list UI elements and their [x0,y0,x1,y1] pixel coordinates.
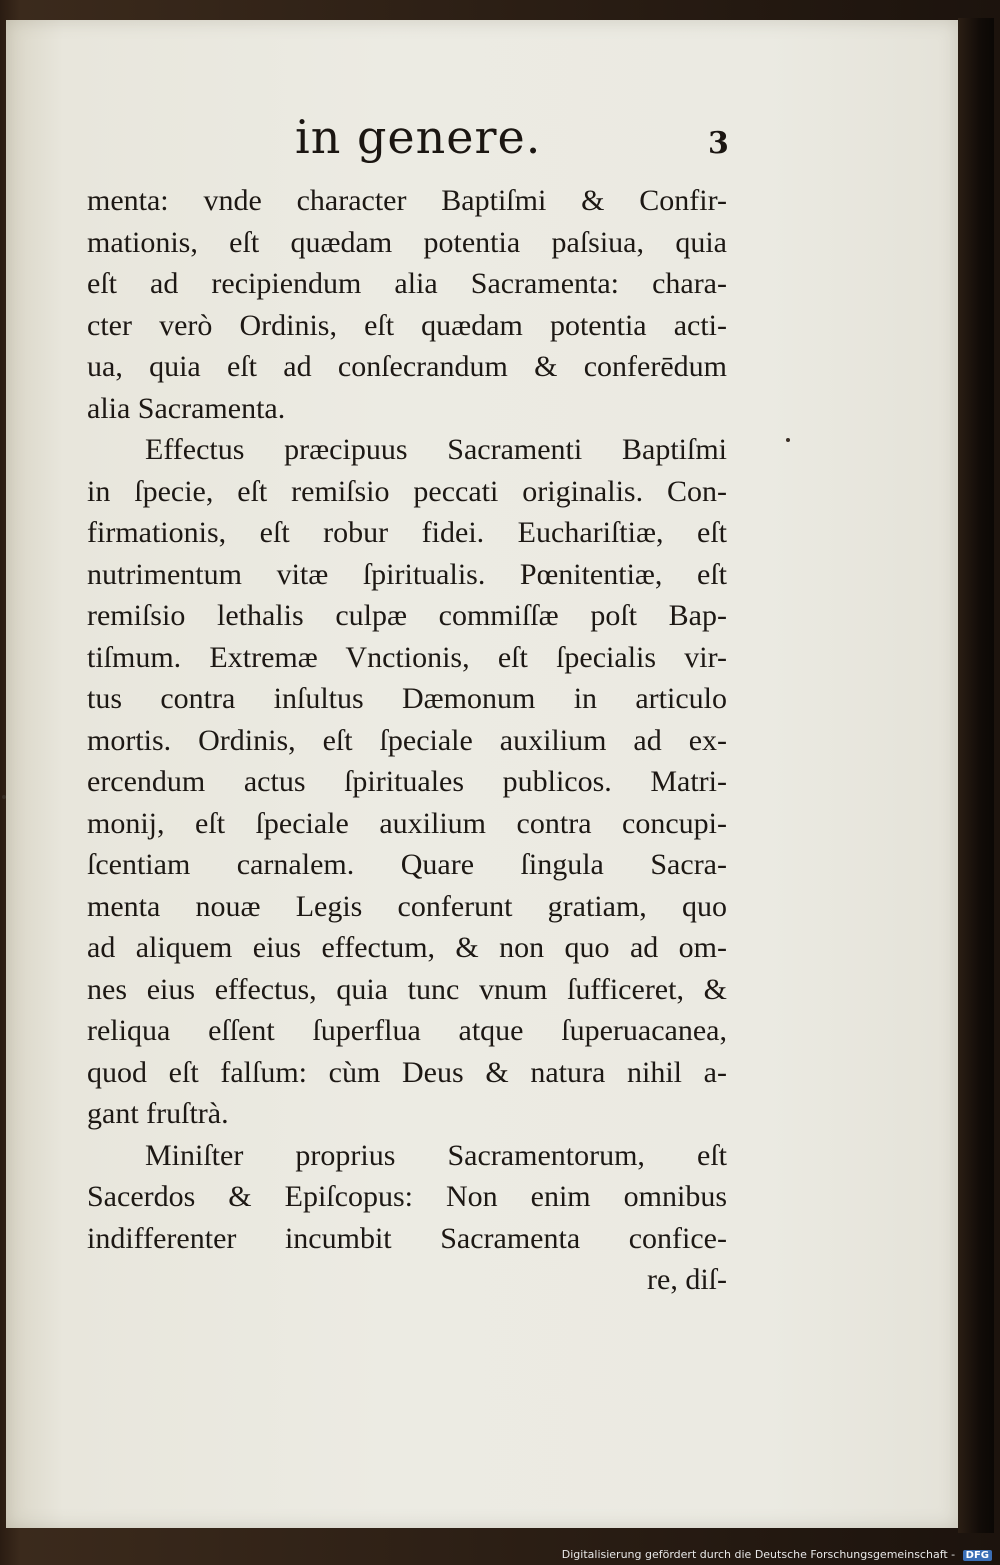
text-line: Sacerdos & Epiſcopus: Non enim omnibus [87,1180,727,1213]
text-line: gant fruſtrà. [87,1097,229,1130]
running-title: in genere. [295,110,542,164]
page-header [90,110,730,170]
text-line: ua, quia eſt ad conſecrandum & conferēdum [87,350,727,383]
text-line: nutrimentum vitæ ſpiritualis. Pœnitentiæ, eſt [87,557,727,591]
text-line: cter verò Ordinis, eſt quædam potentia acti- [87,308,727,342]
text-line: ſcentiam carnalem. Quare ſingula Sacra- [87,848,727,881]
text-line: tiſmum. Extremæ Vnctionis, eſt ſpecialis vir- [87,640,727,674]
text-line: indifferenter incumbit Sacramenta confice- [87,1221,727,1255]
dfg-logo: DFG [963,1550,992,1561]
text-line: ad aliquem eius effectum, & non quo ad om- [87,931,727,964]
text-line: alia Sacramenta. [87,391,286,425]
text-line: monij, eſt ſpeciale auxilium contra concupi- [87,806,727,840]
text-line: remiſsio lethalis culpæ commiſſæ poſt Bap- [87,599,727,632]
text-line: menta nouæ Legis conferunt gratiam, quo [87,889,727,923]
text-line: mationis, eſt quædam potentia paſsiua, quia [87,225,727,259]
book-edge [958,18,994,1533]
text-line: Effectus præcipuus Sacramenti Baptiſmi [145,433,727,466]
digitization-credit [562,1548,992,1561]
text-line: nes eius effectus, quia tunc vnum ſufficeret, & [87,972,727,1006]
text-line: menta: vnde character Baptiſmi & Confir- [87,184,727,217]
page-number: 3 [708,126,729,161]
catchword: re, diſ- [647,1263,727,1296]
text-line: in ſpecie, eſt remiſsio peccati originalis. Con- [87,474,727,508]
text-line: quod eſt falſum: cùm Deus & natura nihil a- [87,1055,727,1089]
paper-speck [786,438,790,442]
text-line: eſt ad recipiendum alia Sacramenta: chara- [87,267,727,300]
text-line: firmationis, eſt robur fidei. Euchariſtiæ, eſt [87,516,727,549]
credit-text: Digitalisierung gefördert durch die Deutsche Forschungsgemeinschaft - [561,1548,956,1561]
paper-speck [2,795,6,799]
body-text [87,180,727,1301]
text-line: reliqua eſſent ſuperflua atque ſuperuacanea, [87,1014,727,1047]
text-line: Miniſter proprius Sacramentorum, eſt [145,1138,727,1172]
text-line: mortis. Ordinis, eſt ſpeciale auxilium ad ex- [87,723,727,757]
text-line: tus contra inſultus Dæmonum in articulo [87,682,727,715]
text-line: ercendum actus ſpirituales publicos. Matri- [87,765,727,798]
